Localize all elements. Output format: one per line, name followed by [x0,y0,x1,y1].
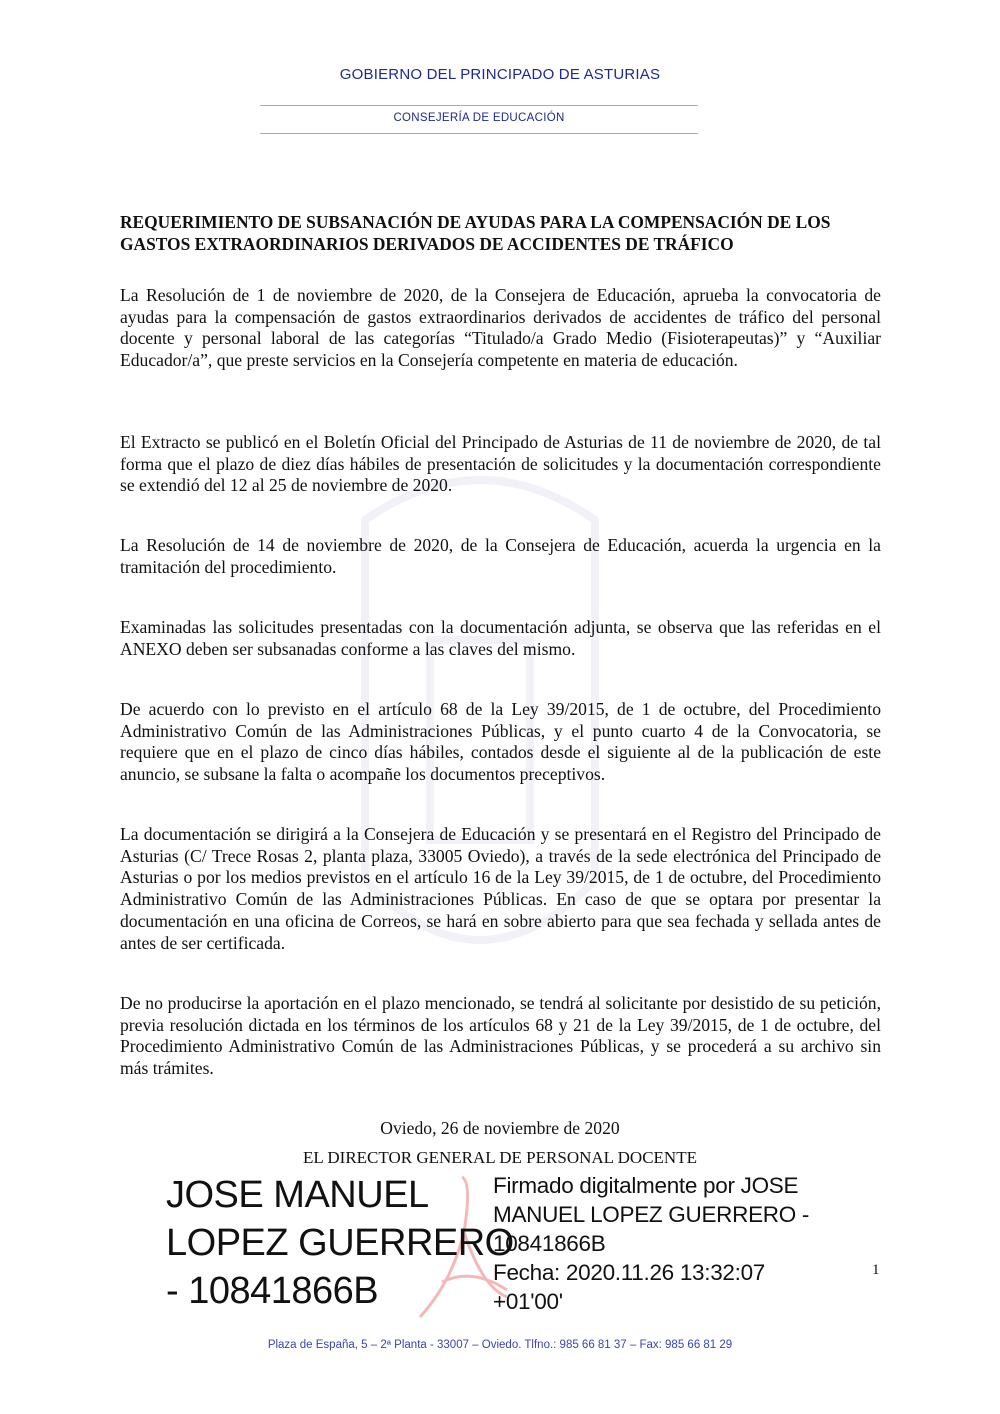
signer-role: EL DIRECTOR GENERAL DE PERSONAL DOCENTE [303,1148,697,1167]
page-number: 1 [872,1262,880,1278]
header-rule-top [260,105,698,106]
paragraph-7: De no producirse la aportación en el plazo mencionado, se tendrá al solicitante por desistido de su petición, previa resolución dictada en los términos de los artículos 68 y 21 de la Ley 39/2015, de 1 de octubre, del Procedimiento Administrativo Común de las Administraciones Públicas, y se procederá a su archivo sin más trámites. [120,993,881,1079]
document-title: REQUERIMIENTO DE SUBSANACIÓN DE AYUDAS PARA LA COMPENSACIÓN DE LOS GASTOS EXTRAORDINARIOS DERIVADOS DE ACCIDENTES DE TRÁFICO [120,212,831,254]
paragraph-1: La Resolución de 1 de noviembre de 2020, de la Consejera de Educación, aprueba la convocatoria de ayudas para la compensación de gastos extraordinarios derivados de accidentes de tráfico del personal docente y personal laboral de las categorías “Titulado/a Grado Medio (Fisioterapeutas)” y “Auxiliar Educador/a”, que preste servicios en la Consejería competente en materia de educación. [120,285,881,371]
department-header: CONSEJERÍA DE EDUCACIÓN [393,112,565,124]
government-header: GOBIERNO DEL PRINCIPADO DE ASTURIAS [339,66,661,83]
paragraph-3: La Resolución de 14 de noviembre de 2020, de la Consejera de Educación, acuerda la urgencia en la tramitación del procedimiento. [120,535,881,577]
signer-name-line: JOSE MANUEL [166,1174,429,1216]
signature-detail-line: +01'00' [493,1289,563,1314]
paragraph-6: La documentación se dirigirá a la Consejera de Educación y se presentará en el Registro del Principado de Asturias (C/ Trece Rosas 2, planta plaza, 33005 Oviedo), a través de la sede electrónica del Principado de Asturias o por los medios previstos en el artículo 16 de la Ley 39/2015, de 1 de octubre, del Procedimiento Administrativo Común de las Administraciones Públicas. En caso de que se optara por presentar la documentación en una oficina de Correos, se hará en sobre abierto para que sea fechada y sellada antes de antes de ser certificada. [120,824,881,953]
place-date: Oviedo, 26 de noviembre de 2020 [380,1118,620,1138]
signer-name-line: - 10841866B [166,1270,379,1312]
digital-signature-details [493,1171,809,1316]
signature-detail-line: 10841866B [493,1231,606,1256]
signature-detail-line: Fecha: 2020.11.26 13:32:07 [493,1260,766,1285]
paragraph-2: El Extracto se publicó en el Boletín Oficial del Principado de Asturias de 11 de noviembre de 2020, de tal forma que el plazo de diez días hábiles de presentación de solicitudes y la documentación correspondiente se extendió del 12 al 25 de noviembre de 2020. [120,432,881,496]
signer-name-line: LOPEZ GUERRERO [166,1222,514,1264]
footer-address: Plaza de España, 5 – 2ª Planta - 33007 – Oviedo. Tlfno.: 985 66 81 37 – Fax: 985 66 81 29 [267,1339,733,1351]
header-rule-bottom [260,133,698,134]
signature-detail-line: Firmado digitalmente por JOSE [493,1173,799,1198]
signer-name [166,1171,514,1315]
paragraph-5: De acuerdo con lo previsto en el artículo 68 de la Ley 39/2015, de 1 de octubre, del Procedimiento Administrativo Común de las Administraciones Públicas, y el punto cuarto 4 de la Convocatoria, se requiere que en el plazo de cinco días hábiles, contados desde el siguiente al de la publicación de este anuncio, se subsane la falta o acompañe los documentos preceptivos. [120,699,881,785]
signature-detail-line: MANUEL LOPEZ GUERRERO - [493,1202,810,1227]
paragraph-4: Examinadas las solicitudes presentadas con la documentación adjunta, se observa que las referidas en el ANEXO deben ser subsanadas conforme a las claves del mismo. [120,617,881,659]
